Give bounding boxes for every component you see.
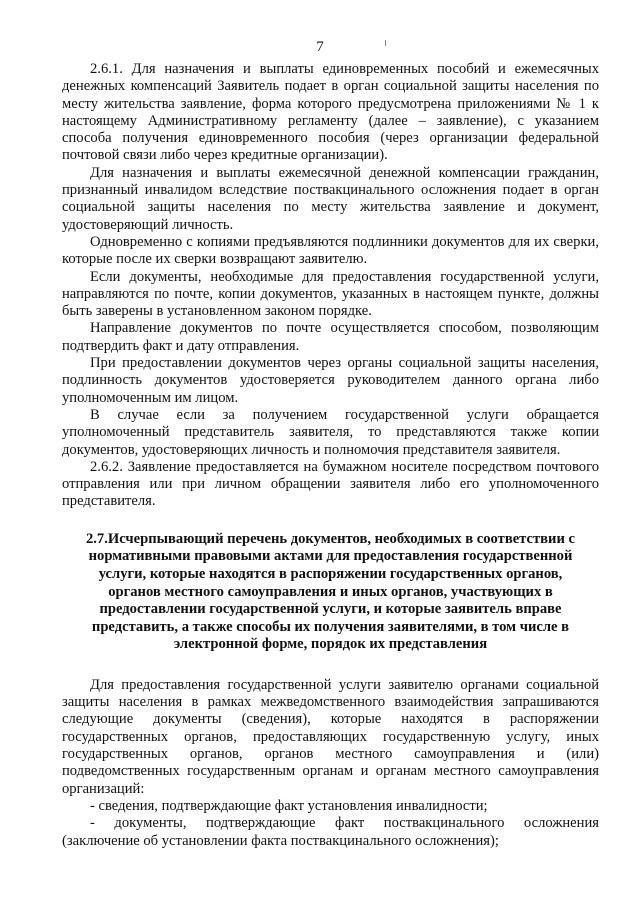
paragraph-monthly-compensation: Для назначения и выплаты ежемесячной денежной компенсации гражданин, признанный инвалидом вследствие поствакцинального осложнения подает в орган социальной защиты населения по месту жительства заявление и документ, удостоверяющий личность.: [62, 164, 599, 233]
paragraph-2-6-1: 2.6.1. Для назначения и выплаты единовременных пособий и ежемесячных денежных компенсаций Заявитель подает в орган социальной защиты населения по месту жительства заявление, форма которого предусмотрена приложениями № 1 к настоящему Административному регламенту (далее – заявление), с указанием способа получения единовременного пособия (через организации федеральной почтовой связи либо через кредитные организации).: [62, 61, 599, 164]
scan-mark: [385, 40, 386, 46]
paragraph-interagency-request: Для предоставления государственной услуги заявителю органами социальной защиты населения в рамках межведомственного взаимодействия запрашиваются следующие документы (сведения), которые находятся в распоряжении государственных органов, предоставляющих государственную услугу, иных государственных органов, органов местного самоуправления и (или) подведомственных государственным органам и органам местного самоуправления организаций:: [62, 676, 599, 797]
document-body: [62, 61, 599, 850]
spacer: [62, 511, 599, 531]
list-item-complication: - документы, подтверждающие факт поствакцинального осложнения (заключение об установлении факта поствакцинального осложнения);: [62, 815, 599, 849]
section-heading-2-7: 2.7.Исчерпывающий перечень документов, необходимых в соответствии с нормативными правовыми актами для предоставления государственной услуги, которые находятся в распоряжении государственных органов, органов местного самоуправления и иных органов, участвующих в предоставлении государственной услуги, и которые заявитель вправе представить, а также способы их получения заявителями, в том числе в электронной форме, порядок их представления: [85, 530, 576, 653]
paragraph-originals: Одновременно с копиями предъявляются подлинники документов для их сверки, которые после их сверки возвращают заявителю.: [62, 233, 599, 268]
paragraph-authenticity: При предоставлении документов через органы социальной защиты населения, подлинность документов удостоверяется руководителем данного органа либо уполномоченным им лицом.: [62, 355, 599, 406]
paragraph-postal-copies: Если документы, необходимые для предоставления государственной услуги, направляются по почте, копии документов, указанных в настоящем пункте, должны быть заверены в установленном законом порядке.: [62, 268, 599, 320]
spacer: [62, 654, 599, 677]
paragraph-postal-method: Направление документов по почте осуществляется способом, позволяющим подтвердить факт и дату отправления.: [62, 320, 599, 354]
paragraph-representative: В случае если за получением государственной услуги обращается уполномоченный представитель заявителя, то представляются также копии документов, удостоверяющих личность и полномочия представителя заявителя.: [62, 406, 599, 458]
list-item-disability: - сведения, подтверждающие факт установления инвалидности;: [90, 797, 488, 814]
page-number: 7: [316, 39, 324, 55]
paragraph-2-6-2: 2.6.2. Заявление предоставляется на бумажном носителе посредством почтового отправления или при личном обращении заявителя либо его уполномоченного представителя.: [62, 458, 599, 510]
